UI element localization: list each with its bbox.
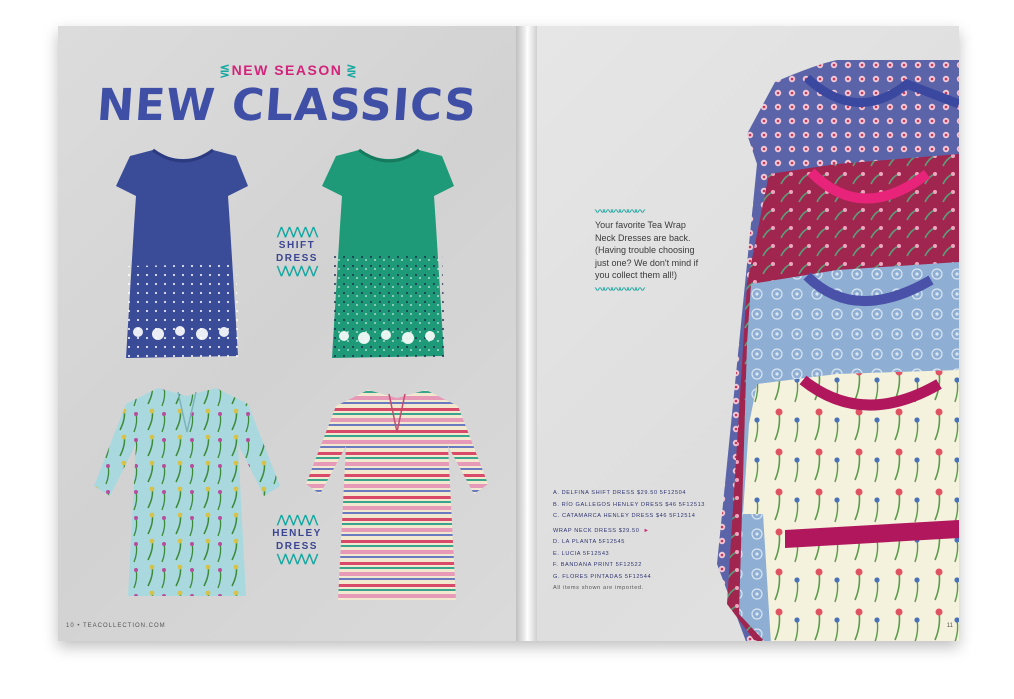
wrap-dress-blurb: 〰〰〰〰〰〰 Your favorite Tea Wrap Neck Dresses are back. (Having trouble choosing just one? We don't mind if you collect them all!) 〰〰〰〰〰〰 (595, 207, 699, 296)
zigzag-ornament-icon: ⋁⋁⋁⋁⋁ (276, 553, 318, 565)
new-season-kicker: ⋚ NEW SEASON ⋛ (219, 62, 355, 78)
green-shift-dress-image (314, 146, 464, 364)
arrow-right-icon: ► (643, 527, 650, 534)
import-note: All items shown are imported. (553, 585, 644, 591)
zigzag-ornament-icon: 〰〰〰〰〰〰 (595, 285, 643, 296)
left-page (58, 26, 516, 641)
henley-dress-label: ⋀⋀⋀⋀⋀ HENLEY DRESS ⋁⋁⋁⋁⋁ (270, 514, 324, 566)
aqua-floral-henley-dress-image (88, 382, 286, 602)
zigzag-ornament-icon: ⋀⋀⋀⋀⋀ (276, 514, 318, 526)
zigzag-ornament-icon: ⋛ (346, 64, 355, 78)
product-list (553, 488, 705, 595)
shift-dress-label: ⋀⋀⋀⋀⋀ SHIFT DRESS ⋁⋁⋁⋁⋁ (270, 226, 324, 278)
left-page-footer: 10 • TEACOLLECTION.COM (66, 623, 166, 629)
page-title: NEW CLASSICS (95, 80, 479, 131)
right-page (537, 26, 959, 641)
zigzag-ornament-icon: ⋁⋁⋁⋁⋁ (276, 265, 318, 277)
zigzag-ornament-icon: ⋀⋀⋀⋀⋀ (276, 226, 318, 238)
spine-gutter (516, 26, 537, 641)
zigzag-ornament-icon: 〰〰〰〰〰〰 (595, 207, 643, 218)
product-line: B. RÍO GALLEGOS HENLEY DRESS $46 5F12513 (553, 501, 705, 508)
product-line: D. LA PLANTA 5F12545 (553, 539, 625, 545)
product-line: E. LUCIA 5F12543 (553, 550, 610, 557)
page-number: 11 (946, 623, 953, 629)
striped-henley-dress-image (302, 384, 492, 606)
navy-shift-dress-image (108, 146, 258, 364)
wrap-neck-dresses-image (687, 44, 959, 641)
zigzag-ornament-icon: ⋚ (219, 64, 228, 78)
product-line: G. FLORES PINTADAS 5F12544 (553, 573, 652, 580)
product-line: C. CATAMARCA HENLEY DRESS $46 5F12514 (553, 513, 696, 519)
wrap-neck-heading: WRAP NECK DRESS $29.50 ► (553, 527, 650, 534)
catalog-spread (58, 26, 959, 641)
product-line: F. BANDANA PRINT 5F12522 (553, 562, 642, 568)
product-line: A. DELFINA SHIFT DRESS $29.50 5F12504 (553, 490, 687, 496)
